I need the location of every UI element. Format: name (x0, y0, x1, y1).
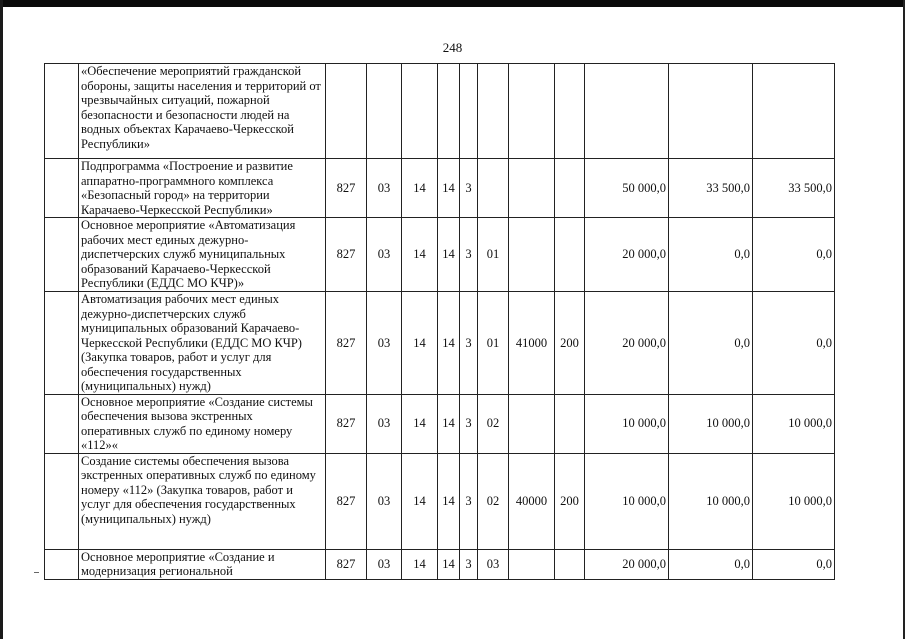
subsection-code: 14 (402, 218, 438, 292)
blank-cell (45, 64, 79, 159)
blank-cell (45, 394, 79, 453)
blank-cell (45, 453, 79, 549)
expense-type-code (555, 64, 585, 159)
target-direction-code (509, 394, 555, 453)
amount-year-3: 33 500,0 (753, 159, 835, 218)
expense-type-code: 200 (555, 453, 585, 549)
subsection-code (402, 64, 438, 159)
expense-type-code (555, 549, 585, 579)
subsection-code: 14 (402, 292, 438, 395)
amount-year-1 (585, 64, 669, 159)
target-direction-code (509, 549, 555, 579)
target-event-code: 03 (478, 549, 509, 579)
table-row (45, 453, 835, 549)
target-program-code: 14 (438, 218, 460, 292)
section-code: 03 (367, 394, 402, 453)
target-subprogram-code: 3 (460, 549, 478, 579)
scan-border-top (0, 0, 905, 7)
item-name: Основное мероприятие «Создание системы обеспечения вызова экстренных оперативных служб по единому номеру «112»« (79, 394, 326, 453)
table-row (45, 292, 835, 395)
blank-cell (45, 292, 79, 395)
target-subprogram-code: 3 (460, 159, 478, 218)
target-subprogram-code: 3 (460, 292, 478, 395)
target-program-code: 14 (438, 394, 460, 453)
section-code (367, 64, 402, 159)
target-event-code: 02 (478, 453, 509, 549)
amount-year-1: 20 000,0 (585, 292, 669, 395)
amount-year-3: 0,0 (753, 549, 835, 579)
amount-year-1: 50 000,0 (585, 159, 669, 218)
amount-year-3: 10 000,0 (753, 394, 835, 453)
blank-cell (45, 159, 79, 218)
expense-type-code: 200 (555, 292, 585, 395)
item-name: Основное мероприятие «Автоматизация рабочих мест единых дежурно-диспетчерских служб муниципальных образований Карачаево-Черкесской Республики (ЕДДС МО КЧР)» (79, 218, 326, 292)
target-direction-code: 40000 (509, 453, 555, 549)
table-row (45, 159, 835, 218)
target-program-code: 14 (438, 292, 460, 395)
amount-year-2 (669, 64, 753, 159)
expense-type-code (555, 394, 585, 453)
target-program-code (438, 64, 460, 159)
grbs-code (326, 64, 367, 159)
budget-table (44, 63, 835, 580)
target-event-code: 01 (478, 292, 509, 395)
target-direction-code (509, 64, 555, 159)
amount-year-2: 10 000,0 (669, 394, 753, 453)
amount-year-1: 20 000,0 (585, 218, 669, 292)
amount-year-1: 10 000,0 (585, 453, 669, 549)
amount-year-2: 0,0 (669, 218, 753, 292)
scan-speck (34, 572, 39, 573)
amount-year-3 (753, 64, 835, 159)
table-row (45, 64, 835, 159)
target-program-code: 14 (438, 453, 460, 549)
grbs-code: 827 (326, 218, 367, 292)
amount-year-3: 0,0 (753, 292, 835, 395)
amount-year-2: 10 000,0 (669, 453, 753, 549)
target-subprogram-code: 3 (460, 453, 478, 549)
target-subprogram-code: 3 (460, 218, 478, 292)
amount-year-1: 20 000,0 (585, 549, 669, 579)
expense-type-code (555, 218, 585, 292)
item-name: Создание системы обеспечения вызова экстренных оперативных служб по единому номеру «112» (Закупка товаров, работ и услуг для обеспечения государственных (муниципальных) нужд) (79, 453, 326, 549)
subsection-code: 14 (402, 159, 438, 218)
target-program-code: 14 (438, 159, 460, 218)
subsection-code: 14 (402, 394, 438, 453)
target-event-code: 02 (478, 394, 509, 453)
section-code: 03 (367, 159, 402, 218)
amount-year-3: 10 000,0 (753, 453, 835, 549)
table-row (45, 549, 835, 579)
subsection-code: 14 (402, 453, 438, 549)
table-row (45, 218, 835, 292)
subsection-code: 14 (402, 549, 438, 579)
grbs-code: 827 (326, 394, 367, 453)
target-direction-code: 41000 (509, 292, 555, 395)
section-code: 03 (367, 218, 402, 292)
table-row (45, 394, 835, 453)
target-event-code (478, 159, 509, 218)
item-name: «Обеспечение мероприятий гражданской обороны, защиты населения и территорий от чрезвычайных ситуаций, пожарной безопасности и безопасности людей на водных объектах Карачаево-Черкесской Республики» (79, 64, 326, 159)
item-name: Подпрограмма «Построение и развитие аппаратно-программного комплекса «Безопасный город» на территории Карачаево-Черкесской Республики» (79, 159, 326, 218)
grbs-code: 827 (326, 453, 367, 549)
page-number: 248 (442, 40, 463, 55)
blank-cell (45, 549, 79, 579)
target-subprogram-code: 3 (460, 394, 478, 453)
target-program-code: 14 (438, 549, 460, 579)
amount-year-1: 10 000,0 (585, 394, 669, 453)
section-code: 03 (367, 453, 402, 549)
amount-year-2: 33 500,0 (669, 159, 753, 218)
amount-year-2: 0,0 (669, 292, 753, 395)
item-name: Автоматизация рабочих мест единых дежурно-диспетчерских служб муниципальных образований Карачаево-Черкесской Республики (ЕДДС МО КЧР) (Закупка товаров, работ и услуг для обеспечения государственных (муниципальных) нужд) (79, 292, 326, 395)
target-event-code (478, 64, 509, 159)
amount-year-3: 0,0 (753, 218, 835, 292)
expense-type-code (555, 159, 585, 218)
scan-border-left (0, 0, 3, 639)
amount-year-2: 0,0 (669, 549, 753, 579)
grbs-code: 827 (326, 159, 367, 218)
target-direction-code (509, 159, 555, 218)
grbs-code: 827 (326, 292, 367, 395)
target-event-code: 01 (478, 218, 509, 292)
blank-cell (45, 218, 79, 292)
target-subprogram-code (460, 64, 478, 159)
grbs-code: 827 (326, 549, 367, 579)
target-direction-code (509, 218, 555, 292)
item-name: Основное мероприятие «Создание и модернизация региональной (79, 549, 326, 579)
section-code: 03 (367, 549, 402, 579)
section-code: 03 (367, 292, 402, 395)
